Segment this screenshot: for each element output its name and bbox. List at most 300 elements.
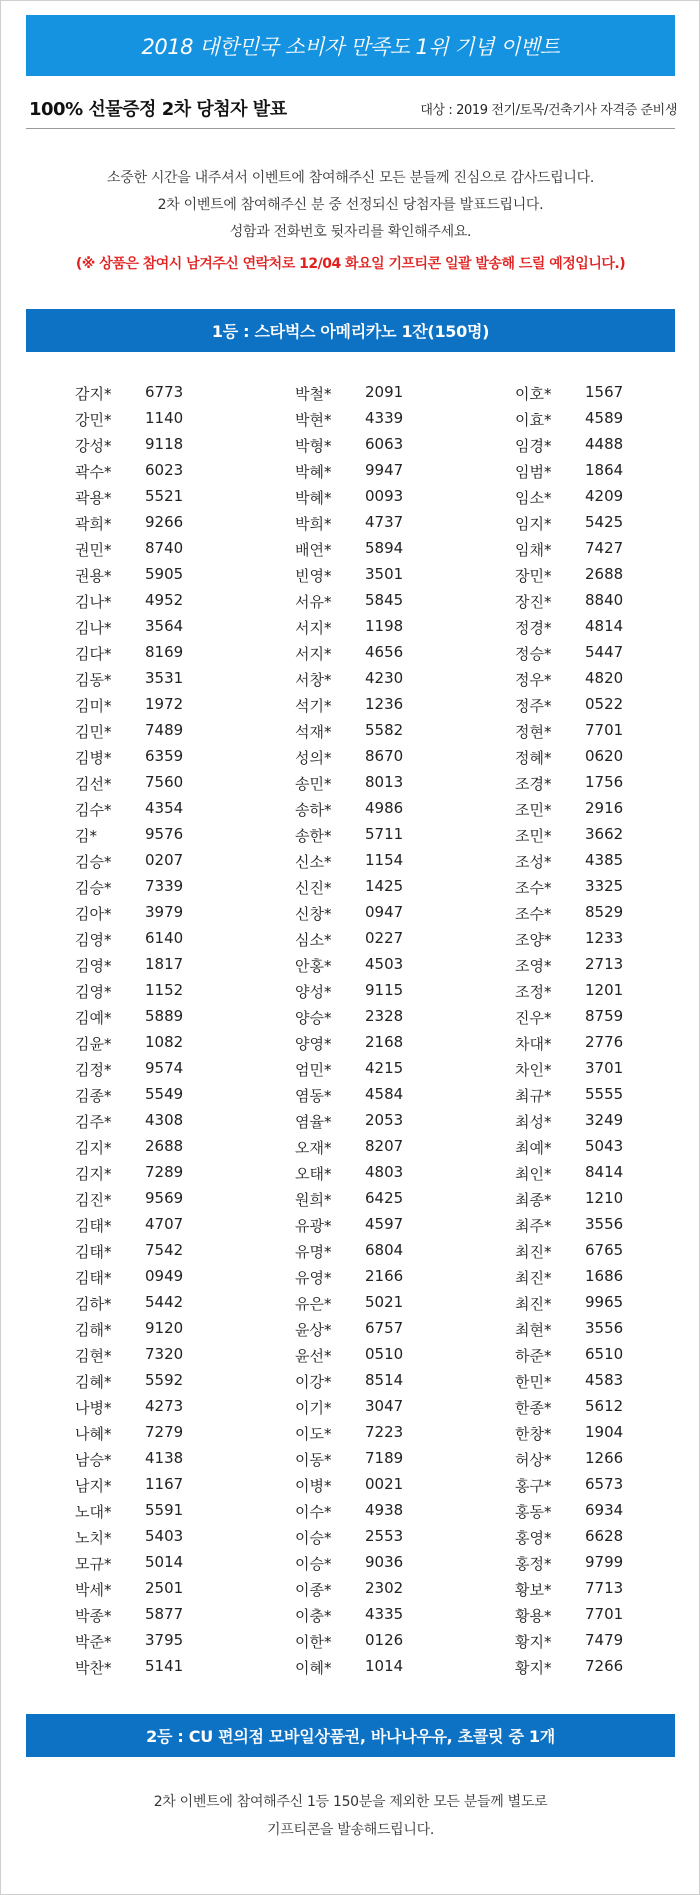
winner-phone-digits: 3047 bbox=[365, 1397, 404, 1415]
winner-row bbox=[295, 536, 445, 562]
winner-row bbox=[295, 1628, 445, 1654]
winner-name: 나병* bbox=[75, 1399, 112, 1417]
winner-phone-digits: 2053 bbox=[365, 1111, 404, 1129]
winner-row bbox=[515, 432, 665, 458]
winner-name: 한종* bbox=[515, 1399, 552, 1417]
winner-name: 유영* bbox=[295, 1269, 332, 1287]
winner-row bbox=[75, 1446, 225, 1472]
winner-row bbox=[75, 1108, 225, 1134]
winner-row bbox=[75, 1186, 225, 1212]
winner-row bbox=[295, 640, 445, 666]
winner-name: 임범* bbox=[515, 463, 552, 481]
winner-phone-digits: 7560 bbox=[145, 773, 184, 791]
winner-name: 김선* bbox=[75, 775, 112, 793]
winner-name: 오재* bbox=[295, 1139, 332, 1157]
winner-name: 최현* bbox=[515, 1321, 552, 1339]
winner-phone-digits: 7701 bbox=[585, 721, 624, 739]
winner-phone-digits: 1686 bbox=[585, 1267, 624, 1285]
winner-name: 최진* bbox=[515, 1269, 552, 1287]
winner-row bbox=[75, 1602, 225, 1628]
winner-name: 유광* bbox=[295, 1217, 332, 1235]
winner-phone-digits: 4354 bbox=[145, 799, 184, 817]
winner-phone-digits: 3556 bbox=[585, 1319, 624, 1337]
winner-row bbox=[295, 1472, 445, 1498]
winner-phone-digits: 4597 bbox=[365, 1215, 404, 1233]
winner-name: 김해* bbox=[75, 1321, 112, 1339]
winner-row bbox=[515, 1576, 665, 1602]
winner-name: 김혜* bbox=[75, 1373, 112, 1391]
winner-phone-digits: 3979 bbox=[145, 903, 184, 921]
winner-row bbox=[515, 536, 665, 562]
winner-phone-digits: 7479 bbox=[585, 1631, 624, 1649]
winner-name: 김영* bbox=[75, 957, 112, 975]
winner-name: 조민* bbox=[515, 801, 552, 819]
winner-list bbox=[1, 380, 700, 1680]
winner-row bbox=[295, 978, 445, 1004]
winner-row bbox=[515, 1498, 665, 1524]
winner-row bbox=[295, 380, 445, 406]
winner-name: 박혜* bbox=[295, 489, 332, 507]
winner-name: 성의* bbox=[295, 749, 332, 767]
winner-name: 하준* bbox=[515, 1347, 552, 1365]
winner-phone-digits: 2302 bbox=[365, 1579, 404, 1597]
winner-name: 김동* bbox=[75, 671, 112, 689]
winner-row bbox=[75, 1082, 225, 1108]
winner-name: 권민* bbox=[75, 541, 112, 559]
winner-row bbox=[515, 1420, 665, 1446]
closing-line: 2차 이벤트에 참여해주신 1등 150분을 제외한 모든 분들께 별도로 bbox=[153, 1794, 548, 1810]
winner-phone-digits: 7701 bbox=[585, 1605, 624, 1623]
winner-name: 김다* bbox=[75, 645, 112, 663]
winner-row bbox=[75, 432, 225, 458]
winner-phone-digits: 2091 bbox=[365, 383, 404, 401]
winner-name: 홍정* bbox=[515, 1555, 552, 1573]
winner-phone-digits: 5447 bbox=[585, 643, 624, 661]
winner-row bbox=[75, 1290, 225, 1316]
winner-row bbox=[295, 1394, 445, 1420]
winner-phone-digits: 8529 bbox=[585, 903, 624, 921]
winner-name: 안홍* bbox=[295, 957, 332, 975]
winner-phone-digits: 2916 bbox=[585, 799, 624, 817]
winner-name: 이승* bbox=[295, 1529, 332, 1547]
winner-phone-digits: 4814 bbox=[585, 617, 624, 635]
winner-row bbox=[515, 1238, 665, 1264]
winner-name: 임경* bbox=[515, 437, 552, 455]
winner-phone-digits: 7713 bbox=[585, 1579, 624, 1597]
winner-phone-digits: 7279 bbox=[145, 1423, 184, 1441]
winner-name: 조영* bbox=[515, 957, 552, 975]
winner-phone-digits: 0021 bbox=[365, 1475, 404, 1493]
winner-row bbox=[515, 562, 665, 588]
winner-row bbox=[295, 874, 445, 900]
winner-row bbox=[295, 1264, 445, 1290]
winner-phone-digits: 5612 bbox=[585, 1397, 624, 1415]
winner-phone-digits: 4589 bbox=[585, 409, 624, 427]
winner-phone-digits: 6425 bbox=[365, 1189, 404, 1207]
winner-row bbox=[515, 978, 665, 1004]
winner-row bbox=[295, 744, 445, 770]
winner-phone-digits: 4385 bbox=[585, 851, 624, 869]
winner-row bbox=[75, 1420, 225, 1446]
winner-row bbox=[75, 900, 225, 926]
winner-name: 박혜* bbox=[295, 463, 332, 481]
winner-row bbox=[295, 1030, 445, 1056]
winner-phone-digits: 0522 bbox=[585, 695, 624, 713]
winner-column-2 bbox=[295, 380, 445, 1680]
winner-name: 엄민* bbox=[295, 1061, 332, 1079]
winner-phone-digits: 1817 bbox=[145, 955, 184, 973]
winner-row bbox=[515, 952, 665, 978]
winner-row bbox=[515, 1290, 665, 1316]
first-prize-title: 1등 : 스타벅스 아메리카노 1잔(150명) bbox=[211, 322, 490, 341]
winner-phone-digits: 4584 bbox=[365, 1085, 404, 1103]
winner-row bbox=[515, 1212, 665, 1238]
winner-name: 염동* bbox=[295, 1087, 332, 1105]
winner-row bbox=[75, 1576, 225, 1602]
winner-name: 감지* bbox=[75, 385, 112, 403]
winner-phone-digits: 4503 bbox=[365, 955, 404, 973]
winner-phone-digits: 7223 bbox=[365, 1423, 404, 1441]
winner-row bbox=[515, 1394, 665, 1420]
winner-phone-digits: 5845 bbox=[365, 591, 404, 609]
winner-row bbox=[295, 1654, 445, 1680]
event-banner bbox=[26, 15, 675, 76]
winner-name: 서창* bbox=[295, 671, 332, 689]
winner-name: 송민* bbox=[295, 775, 332, 793]
winner-name: 나혜* bbox=[75, 1425, 112, 1443]
winner-phone-digits: 5521 bbox=[145, 487, 184, 505]
winner-row bbox=[75, 822, 225, 848]
winner-phone-digits: 1167 bbox=[145, 1475, 184, 1493]
winner-phone-digits: 5403 bbox=[145, 1527, 184, 1545]
winner-row bbox=[515, 510, 665, 536]
winner-row bbox=[515, 1160, 665, 1186]
winner-name: 조정* bbox=[515, 983, 552, 1001]
winner-phone-digits: 9799 bbox=[585, 1553, 624, 1571]
winner-row bbox=[75, 952, 225, 978]
winner-name: 이강* bbox=[295, 1373, 332, 1391]
winner-phone-digits: 9266 bbox=[145, 513, 184, 531]
winner-phone-digits: 2776 bbox=[585, 1033, 624, 1051]
winner-name: 김현* bbox=[75, 1347, 112, 1365]
winner-phone-digits: 9576 bbox=[145, 825, 184, 843]
winner-phone-digits: 4308 bbox=[145, 1111, 184, 1129]
winner-phone-digits: 1233 bbox=[585, 929, 624, 947]
winner-row bbox=[75, 1004, 225, 1030]
winner-row bbox=[75, 796, 225, 822]
winner-row bbox=[75, 1316, 225, 1342]
winner-name: 강성* bbox=[75, 437, 112, 455]
winner-name: 유은* bbox=[295, 1295, 332, 1313]
winner-phone-digits: 8840 bbox=[585, 591, 624, 609]
winner-name: 김민* bbox=[75, 723, 112, 741]
winner-phone-digits: 5905 bbox=[145, 565, 184, 583]
winner-name: 황지* bbox=[515, 1633, 552, 1651]
winner-row bbox=[295, 900, 445, 926]
winner-name: 정승* bbox=[515, 645, 552, 663]
winner-phone-digits: 6804 bbox=[365, 1241, 404, 1259]
winner-row bbox=[75, 1160, 225, 1186]
winner-phone-digits: 5582 bbox=[365, 721, 404, 739]
winner-name: 노대* bbox=[75, 1503, 112, 1521]
winner-phone-digits: 4273 bbox=[145, 1397, 184, 1415]
winner-row bbox=[295, 484, 445, 510]
winner-name: 정혜* bbox=[515, 749, 552, 767]
winner-name: 곽용* bbox=[75, 489, 112, 507]
winner-phone-digits: 3325 bbox=[585, 877, 624, 895]
winner-name: 서지* bbox=[295, 645, 332, 663]
winner-row bbox=[515, 874, 665, 900]
winner-name: 양승* bbox=[295, 1009, 332, 1027]
winner-phone-digits: 3701 bbox=[585, 1059, 624, 1077]
winner-row bbox=[75, 406, 225, 432]
winner-phone-digits: 8740 bbox=[145, 539, 184, 557]
winner-phone-digits: 0510 bbox=[365, 1345, 404, 1363]
winner-phone-digits: 1425 bbox=[365, 877, 404, 895]
winner-row bbox=[75, 1238, 225, 1264]
winner-row bbox=[75, 744, 225, 770]
winner-row bbox=[515, 1082, 665, 1108]
winner-name: 김윤* bbox=[75, 1035, 112, 1053]
winner-row bbox=[75, 978, 225, 1004]
winner-phone-digits: 4803 bbox=[365, 1163, 404, 1181]
winner-phone-digits: 5591 bbox=[145, 1501, 184, 1519]
header-divider bbox=[26, 128, 675, 129]
winner-name: 김주* bbox=[75, 1113, 112, 1131]
winner-name: 이효* bbox=[515, 411, 552, 429]
winner-phone-digits: 7339 bbox=[145, 877, 184, 895]
winner-phone-digits: 4656 bbox=[365, 643, 404, 661]
winner-name: 김영* bbox=[75, 983, 112, 1001]
winner-name: 최예* bbox=[515, 1139, 552, 1157]
winner-phone-digits: 7427 bbox=[585, 539, 624, 557]
second-prize-text bbox=[26, 1788, 675, 1844]
winner-phone-digits: 3531 bbox=[145, 669, 184, 687]
winner-row bbox=[75, 718, 225, 744]
winner-name: 석기* bbox=[295, 697, 332, 715]
winner-row bbox=[515, 1316, 665, 1342]
winner-name: 이기* bbox=[295, 1399, 332, 1417]
winner-column-1 bbox=[75, 380, 225, 1680]
winner-row bbox=[515, 744, 665, 770]
winner-phone-digits: 1904 bbox=[585, 1423, 624, 1441]
winner-name: 윤선* bbox=[295, 1347, 332, 1365]
winner-name: 이병* bbox=[295, 1477, 332, 1495]
winner-phone-digits: 9965 bbox=[585, 1293, 624, 1311]
winner-phone-digits: 3564 bbox=[145, 617, 184, 635]
winner-phone-digits: 9118 bbox=[145, 435, 184, 453]
winner-phone-digits: 1198 bbox=[365, 617, 404, 635]
winner-phone-digits: 5043 bbox=[585, 1137, 624, 1155]
winner-row bbox=[515, 1186, 665, 1212]
winner-phone-digits: 8670 bbox=[365, 747, 404, 765]
winner-name: 홍동* bbox=[515, 1503, 552, 1521]
winner-name: 배연* bbox=[295, 541, 332, 559]
winner-phone-digits: 8013 bbox=[365, 773, 404, 791]
winner-name: 원희* bbox=[295, 1191, 332, 1209]
winner-name: 곽수* bbox=[75, 463, 112, 481]
winner-row bbox=[295, 1368, 445, 1394]
winner-phone-digits: 5141 bbox=[145, 1657, 184, 1675]
winner-row bbox=[295, 848, 445, 874]
winner-phone-digits: 1236 bbox=[365, 695, 404, 713]
winner-phone-digits: 7266 bbox=[585, 1657, 624, 1675]
winner-name: 최진* bbox=[515, 1243, 552, 1261]
winner-name: 양성* bbox=[295, 983, 332, 1001]
winner-name: 김미* bbox=[75, 697, 112, 715]
winner-phone-digits: 0947 bbox=[365, 903, 404, 921]
winner-name: 한창* bbox=[515, 1425, 552, 1443]
winner-row bbox=[75, 1498, 225, 1524]
winner-name: 김하* bbox=[75, 1295, 112, 1313]
winner-name: 이도* bbox=[295, 1425, 332, 1443]
winner-row bbox=[515, 1030, 665, 1056]
winner-name: 신진* bbox=[295, 879, 332, 897]
winner-row bbox=[295, 1316, 445, 1342]
winner-column-3 bbox=[515, 380, 665, 1680]
winner-row bbox=[295, 588, 445, 614]
winner-phone-digits: 1154 bbox=[365, 851, 404, 869]
winner-name: 김승* bbox=[75, 853, 112, 871]
winner-row bbox=[295, 666, 445, 692]
winner-row bbox=[295, 432, 445, 458]
winner-phone-digits: 9120 bbox=[145, 1319, 184, 1337]
winner-row bbox=[75, 536, 225, 562]
winner-phone-digits: 8759 bbox=[585, 1007, 624, 1025]
winner-name: 박형* bbox=[295, 437, 332, 455]
winner-name: 곽희* bbox=[75, 515, 112, 533]
winner-name: 이충* bbox=[295, 1607, 332, 1625]
winner-name: 조수* bbox=[515, 905, 552, 923]
winner-phone-digits: 5014 bbox=[145, 1553, 184, 1571]
winner-phone-digits: 7489 bbox=[145, 721, 184, 739]
winner-row bbox=[295, 1160, 445, 1186]
winner-phone-digits: 2688 bbox=[145, 1137, 184, 1155]
winner-phone-digits: 1266 bbox=[585, 1449, 624, 1467]
winner-phone-digits: 2501 bbox=[145, 1579, 184, 1597]
winner-row bbox=[295, 1524, 445, 1550]
winner-name: 임소* bbox=[515, 489, 552, 507]
winner-phone-digits: 0620 bbox=[585, 747, 624, 765]
winner-name: 이호* bbox=[515, 385, 552, 403]
winner-row bbox=[75, 874, 225, 900]
winner-phone-digits: 4209 bbox=[585, 487, 624, 505]
winner-row bbox=[295, 1212, 445, 1238]
winner-row bbox=[515, 1628, 665, 1654]
winner-phone-digits: 4488 bbox=[585, 435, 624, 453]
winner-phone-digits: 5889 bbox=[145, 1007, 184, 1025]
winner-row bbox=[295, 1082, 445, 1108]
winner-name: 이수* bbox=[295, 1503, 332, 1521]
winner-phone-digits: 1210 bbox=[585, 1189, 624, 1207]
winner-row bbox=[515, 926, 665, 952]
winner-row bbox=[295, 458, 445, 484]
winner-phone-digits: 9574 bbox=[145, 1059, 184, 1077]
winner-row bbox=[295, 1238, 445, 1264]
winner-phone-digits: 6023 bbox=[145, 461, 184, 479]
winner-phone-digits: 0126 bbox=[365, 1631, 404, 1649]
announcement-header bbox=[29, 89, 677, 129]
winner-name: 황지* bbox=[515, 1659, 552, 1677]
winner-row bbox=[75, 458, 225, 484]
winner-phone-digits: 3556 bbox=[585, 1215, 624, 1233]
winner-phone-digits: 2328 bbox=[365, 1007, 404, 1025]
winner-name: 박현* bbox=[295, 411, 332, 429]
winner-row bbox=[75, 1134, 225, 1160]
winner-name: 오태* bbox=[295, 1165, 332, 1183]
winner-row bbox=[515, 1056, 665, 1082]
winner-phone-digits: 5442 bbox=[145, 1293, 184, 1311]
winner-name: 정현* bbox=[515, 723, 552, 741]
winner-row bbox=[75, 484, 225, 510]
winner-phone-digits: 6628 bbox=[585, 1527, 624, 1545]
winner-name: 김수* bbox=[75, 801, 112, 819]
winner-row bbox=[295, 1004, 445, 1030]
winner-phone-digits: 6573 bbox=[585, 1475, 624, 1493]
winner-phone-digits: 4230 bbox=[365, 669, 404, 687]
winner-phone-digits: 1756 bbox=[585, 773, 624, 791]
winner-name: 홍구* bbox=[515, 1477, 552, 1495]
winner-row bbox=[75, 380, 225, 406]
winner-row bbox=[75, 1550, 225, 1576]
winner-row bbox=[515, 614, 665, 640]
winner-row bbox=[75, 926, 225, 952]
winner-phone-digits: 4986 bbox=[365, 799, 404, 817]
winner-name: 김종* bbox=[75, 1087, 112, 1105]
winner-row bbox=[515, 458, 665, 484]
winner-phone-digits: 6359 bbox=[145, 747, 184, 765]
winner-row bbox=[515, 484, 665, 510]
winner-row bbox=[295, 406, 445, 432]
winner-name: 서유* bbox=[295, 593, 332, 611]
winner-name: 이혜* bbox=[295, 1659, 332, 1677]
winner-name: 최규* bbox=[515, 1087, 552, 1105]
winner-name: 김지* bbox=[75, 1139, 112, 1157]
winner-phone-digits: 6773 bbox=[145, 383, 184, 401]
winner-phone-digits: 7189 bbox=[365, 1449, 404, 1467]
winner-phone-digits: 0949 bbox=[145, 1267, 184, 1285]
winner-name: 임지* bbox=[515, 515, 552, 533]
winner-row bbox=[75, 562, 225, 588]
winner-row bbox=[295, 1056, 445, 1082]
winner-phone-digits: 4707 bbox=[145, 1215, 184, 1233]
winner-phone-digits: 4938 bbox=[365, 1501, 404, 1519]
intro-line: 소중한 시간을 내주셔서 이벤트에 참여해주신 모든 분들께 진심으로 감사드립니다. bbox=[107, 170, 594, 186]
winner-name: 진우* bbox=[515, 1009, 552, 1027]
target-audience: 대상 : 2019 전기/토목/건축기사 자격증 준비생 bbox=[420, 103, 677, 118]
winner-row bbox=[295, 1446, 445, 1472]
winner-name: 최진* bbox=[515, 1295, 552, 1313]
winner-name: 박찬* bbox=[75, 1659, 112, 1677]
winner-name: 김진* bbox=[75, 1191, 112, 1209]
winner-phone-digits: 6934 bbox=[585, 1501, 624, 1519]
winner-phone-digits: 2713 bbox=[585, 955, 624, 973]
winner-name: 김병* bbox=[75, 749, 112, 767]
winner-phone-digits: 2553 bbox=[365, 1527, 404, 1545]
winner-row bbox=[295, 1186, 445, 1212]
intro-text bbox=[26, 165, 675, 246]
winner-phone-digits: 5877 bbox=[145, 1605, 184, 1623]
winner-row bbox=[515, 588, 665, 614]
winner-phone-digits: 5021 bbox=[365, 1293, 404, 1311]
winner-name: 조성* bbox=[515, 853, 552, 871]
winner-name: 김영* bbox=[75, 931, 112, 949]
winner-row bbox=[295, 510, 445, 536]
winner-phone-digits: 5592 bbox=[145, 1371, 184, 1389]
winner-phone-digits: 1140 bbox=[145, 409, 184, 427]
winner-name: 최종* bbox=[515, 1191, 552, 1209]
winner-name: 박희* bbox=[295, 515, 332, 533]
